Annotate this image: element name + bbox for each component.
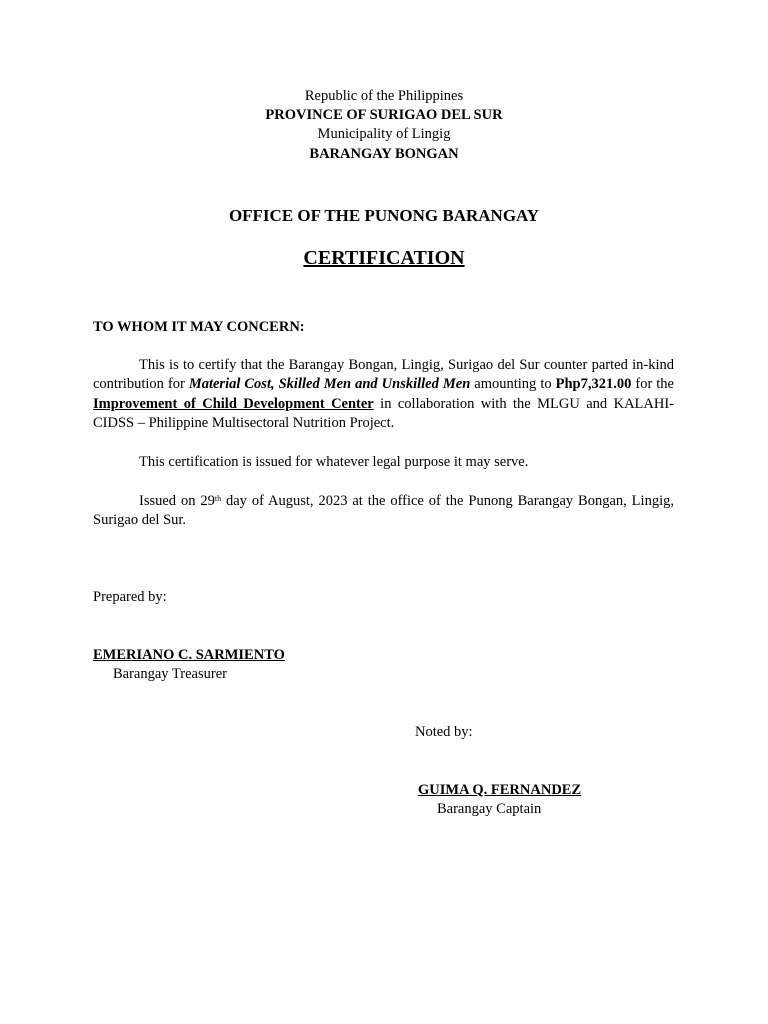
captain-name: GUIMA Q. FERNANDEZ [418,782,582,798]
issued-paragraph [93,492,674,531]
office-title: OFFICE OF THE PUNONG BARANGAY [228,206,540,225]
issued-text-2: day of August, 2023 at the office of the Punong Barangay Bongan, Lingig, Surigao del Sur. [93,493,674,529]
para1-text-2: amounting to [470,376,556,393]
purpose-paragraph: This certification is issued for whatever legal purpose it may serve. [139,454,529,470]
captain-position: Barangay Captain [437,801,542,817]
prepared-by-label: Prepared by: [93,589,167,605]
document-title: CERTIFICATION [303,247,465,269]
para1-text-1: This is to certify that the Barangay Bongan, Lingig, Surigao del Sur counter parted in-kind contribution for [93,357,674,393]
para1-text-4: in collaboration with the MLGU and KALAHI-CIDSS – Philippine Multisectoral Nutrition Project. [93,395,674,431]
header-municipality: Municipality of Lingig [317,126,451,142]
salutation: TO WHOM IT MAY CONCERN: [93,319,305,335]
para1-text-3: for the [631,376,674,393]
treasurer-position: Barangay Treasurer [113,666,227,682]
ordinal-suffix: th [214,494,222,503]
contribution-items: Material Cost, Skilled Men and Unskilled Men [188,376,471,393]
certification-paragraph [93,356,674,433]
treasurer-name: EMERIANO C. SARMIENTO [93,647,285,663]
issued-text-1: Issued on 29 [139,493,215,509]
header-province: PROVINCE OF SURIGAO DEL SUR [265,107,503,123]
contribution-amount: Php7,321.00 [555,376,632,393]
header-barangay: BARANGAY BONGAN [309,146,459,162]
header-republic: Republic of the Philippines [304,88,464,104]
project-name: Improvement of Child Development Center [93,395,374,412]
noted-by-label: Noted by: [415,724,473,740]
